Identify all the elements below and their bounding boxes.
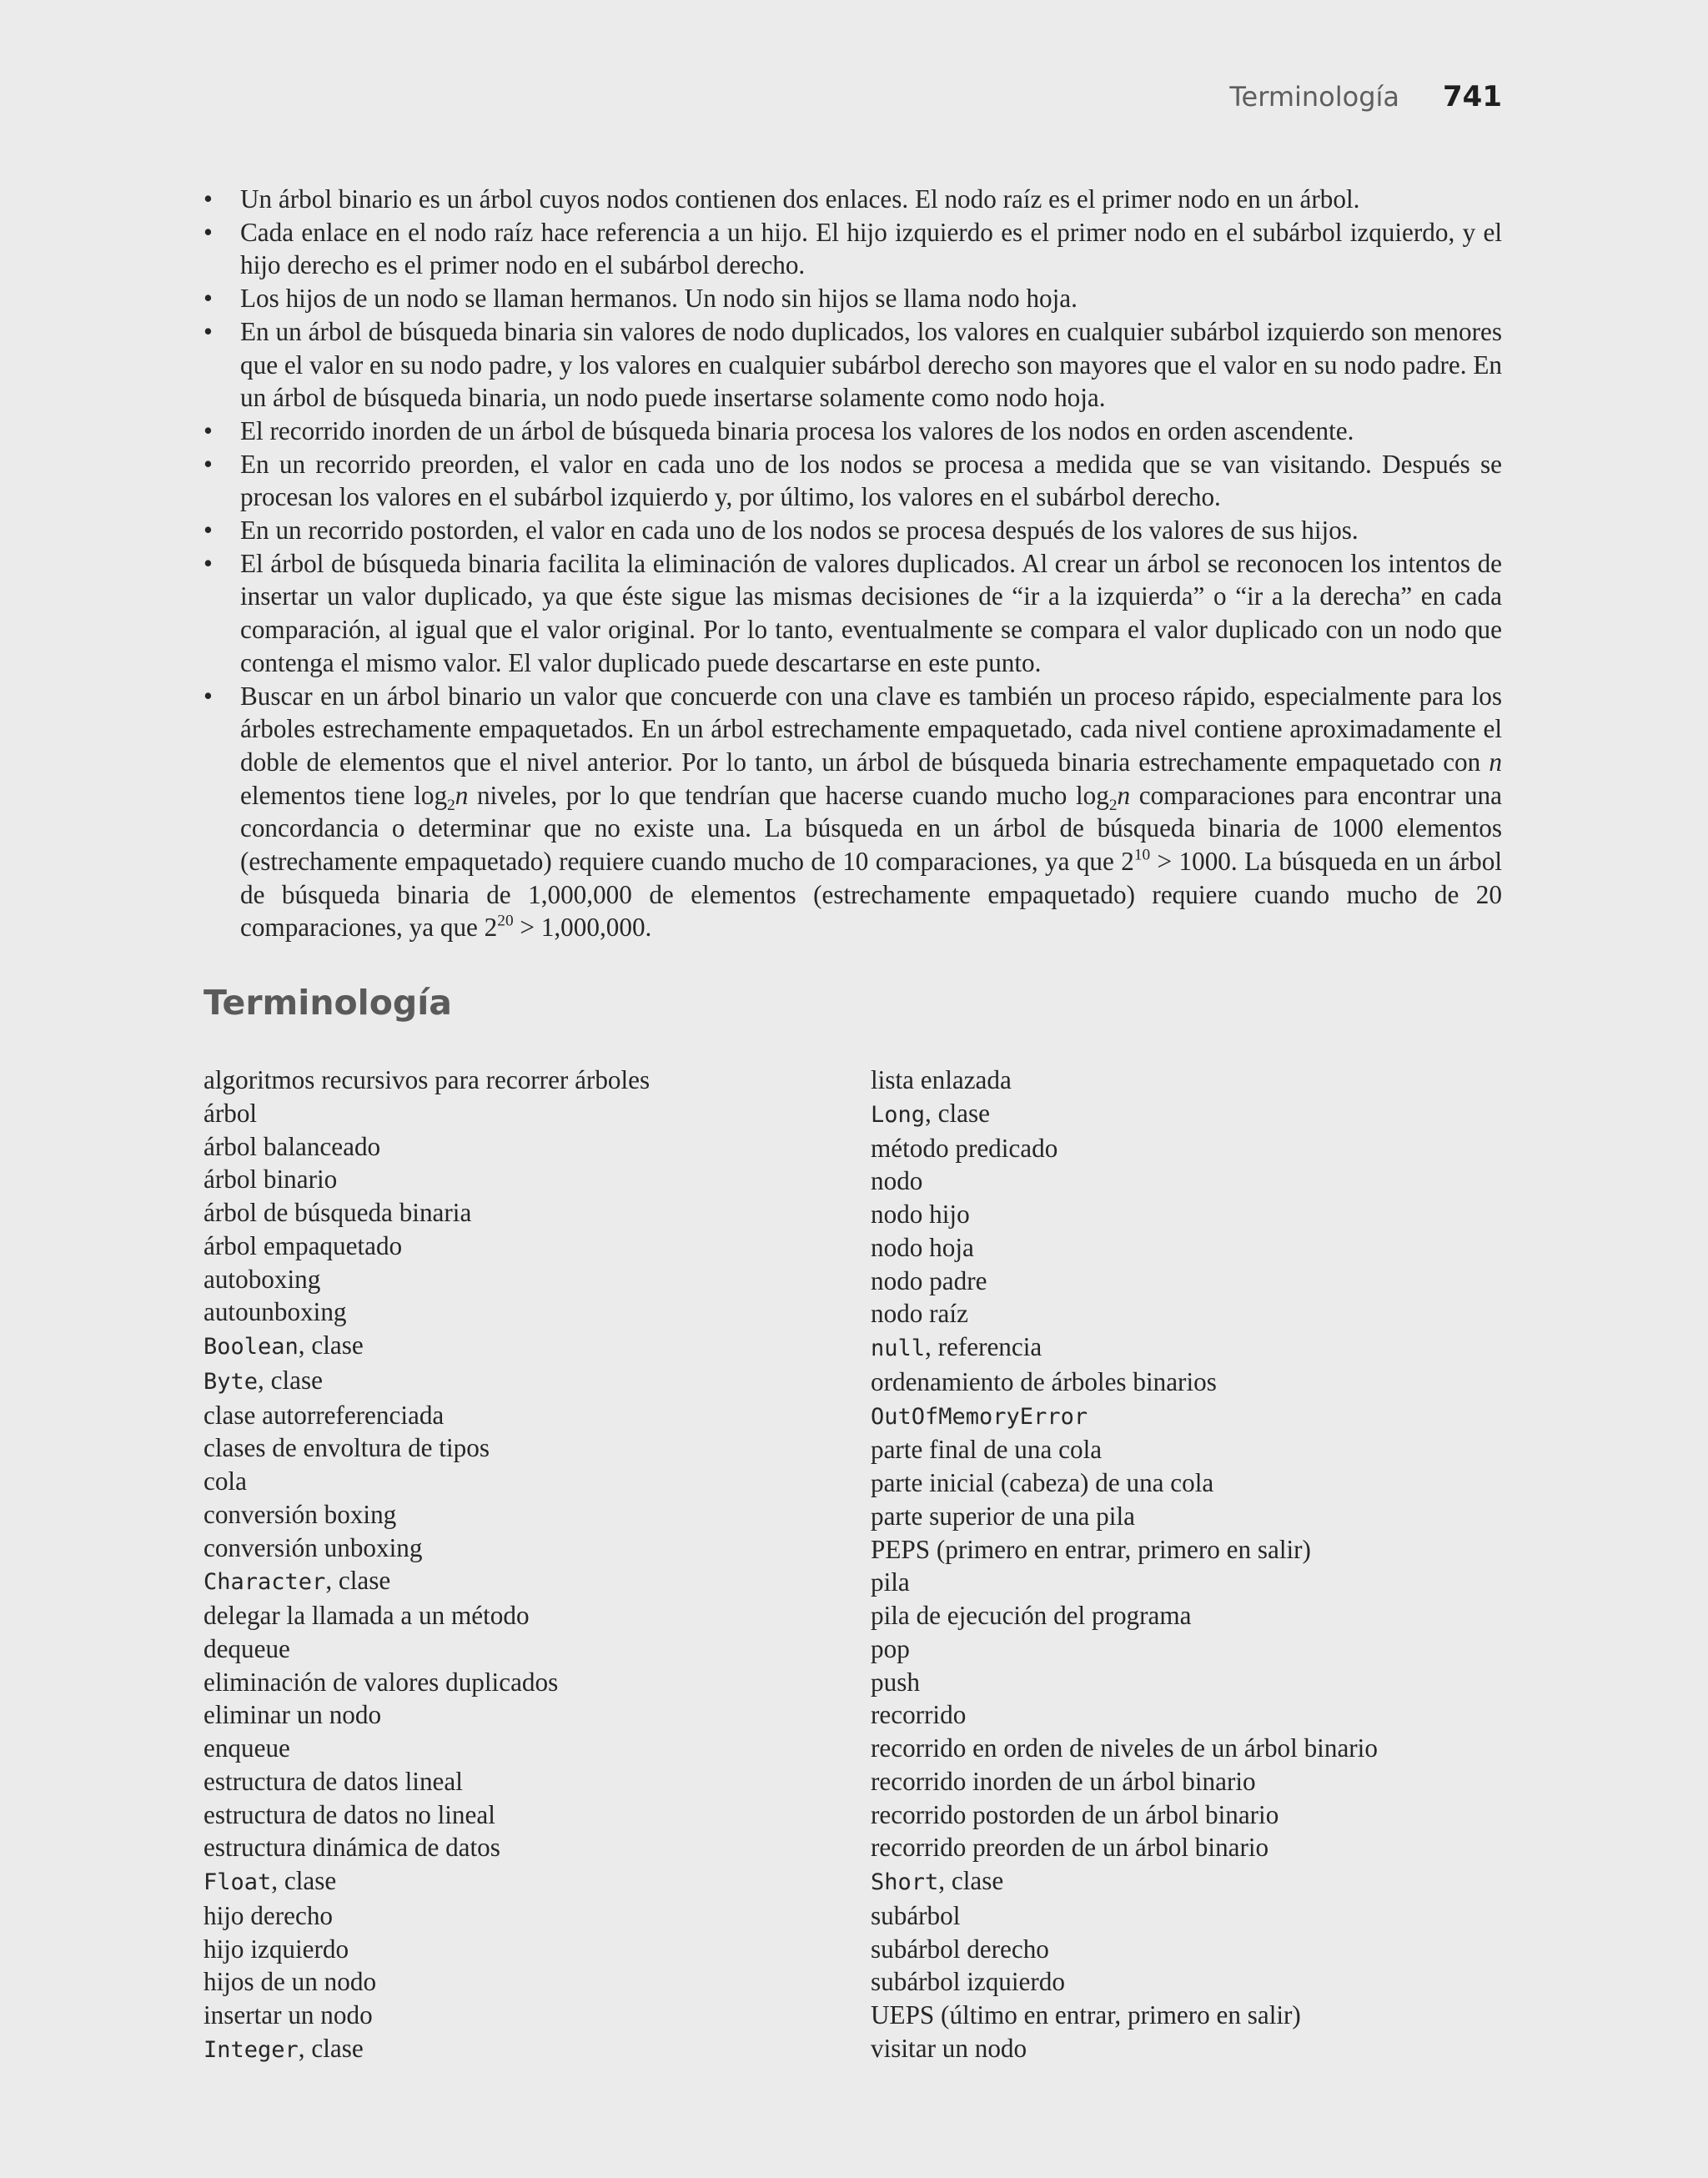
text-run: PEPS (primero en entrar, primero en salir)	[871, 1534, 1311, 1564]
text-run: , clase	[325, 1566, 391, 1596]
text-run: pila	[871, 1567, 910, 1597]
terminology-item	[871, 1732, 1505, 1765]
text-run: recorrido en orden de niveles de un árbol binario	[871, 1733, 1378, 1763]
summary-bullet	[203, 448, 1502, 514]
text-run: delegar la llamada a un método	[203, 1601, 530, 1630]
text-run: > 1,000,000.	[513, 913, 652, 943]
terminology-item	[203, 1666, 821, 1699]
terminology-item	[871, 1265, 1505, 1298]
terminology-item	[871, 1231, 1505, 1265]
page-header	[1229, 80, 1502, 113]
code-term: Integer	[203, 2036, 299, 2063]
terminology-item	[203, 1564, 821, 1599]
text-run: estructura de datos lineal	[203, 1766, 463, 1796]
text-run: estructura dinámica de datos	[203, 1833, 500, 1863]
text-run: En un árbol de búsqueda binaria sin valores de nodo duplicados, los valores en cualquier subárbol izquierdo son menores que el valor en su nodo padre, y los valores en cualquier subárbol derecho son mayores que el valor en su nodo padre. En un árbol de búsqueda binaria, un nodo puede insertarse solamente como nodo hoja.	[240, 316, 1502, 413]
text-run: autoboxing	[203, 1264, 321, 1294]
terminology-item	[871, 1433, 1505, 1466]
text-run: Un árbol binario es un árbol cuyos nodos contienen dos enlaces. El nodo raíz es el primer nodo en un árbol.	[240, 184, 1360, 214]
terminology-item	[871, 1765, 1505, 1798]
terminology-item	[203, 1999, 821, 2032]
code-term: Character	[203, 1569, 326, 1596]
terminology-item	[871, 1899, 1505, 1933]
subscript: 2	[447, 796, 455, 814]
terminology-item	[871, 1164, 1505, 1198]
terminology-list-right	[871, 1064, 1505, 2065]
text-run: En un recorrido postorden, el valor en cada uno de los nodos se procesa después de los valores de sus hijos.	[240, 516, 1359, 546]
text-run: árbol de búsqueda binaria	[203, 1198, 472, 1227]
terminology-item	[203, 1097, 821, 1130]
text-run: enqueue	[203, 1733, 290, 1763]
text-run: insertar un nodo	[203, 2000, 373, 2030]
terminology-item	[871, 1466, 1505, 1500]
code-term: Float	[203, 1869, 272, 1895]
terminology-item	[203, 1599, 821, 1632]
code-term: Byte	[203, 1368, 259, 1395]
text-run: > 1000. La búsqueda en un árbol de búsqueda binaria de 1,000,000 de elementos (estrechamente empaquetado) requiere cuando mucho de 20 comparaciones, ya que 2	[240, 847, 1502, 943]
text-run: método predicado	[871, 1133, 1058, 1163]
summary-bullet-list	[203, 183, 1502, 944]
text-run: hijo izquierdo	[203, 1934, 349, 1964]
terminology-item	[203, 1263, 821, 1296]
terminology-item	[203, 1064, 821, 1097]
summary-bullet	[203, 680, 1502, 945]
terminology-item	[871, 1831, 1505, 1864]
text-run: recorrido inorden de un árbol binario	[871, 1766, 1256, 1796]
text-run: árbol balanceado	[203, 1131, 381, 1161]
terminology-item	[203, 1933, 821, 1966]
text-run: , clase	[298, 2033, 364, 2063]
terminology-item	[871, 1533, 1505, 1567]
terminology-heading: Terminología	[203, 983, 452, 1023]
code-term: Boolean	[203, 1334, 299, 1360]
terminology-item	[871, 1666, 1505, 1699]
text-run: recorrido	[871, 1700, 967, 1730]
text-run: Cada enlace en el nodo raíz hace referencia a un hijo. El hijo izquierdo es el primer nodo en el subárbol izquierdo, y el hijo derecho es el primer nodo en el subárbol derecho.	[240, 217, 1502, 280]
terminology-item	[871, 1632, 1505, 1666]
text-run: En un recorrido preorden, el valor en cada uno de los nodos se procesa a medida que se van visitando. Después se procesan los valores en el subárbol izquierdo y, por último, los valores en el subárbol derecho.	[240, 449, 1502, 512]
terminology-item	[203, 1698, 821, 1732]
terminology-item	[203, 1295, 821, 1329]
text-run: subárbol izquierdo	[871, 1967, 1065, 1997]
text-run: clase autorreferenciada	[203, 1400, 445, 1430]
terminology-item	[203, 1431, 821, 1465]
text-run: , clase	[938, 1866, 1004, 1895]
terminology-item	[871, 1198, 1505, 1231]
text-run: autounboxing	[203, 1297, 347, 1327]
text-run: niveles, por lo que tendrían que hacerse cuando mucho log	[468, 780, 1109, 810]
summary-bullet	[203, 547, 1502, 680]
text-run: Buscar en un árbol binario un valor que concuerde con una clave es también un proceso rápido, especialmente para los árboles estrechamente empaquetados. En un árbol estrechamente empaquetado, cada nivel contiene aproximadamente el doble de elementos que el nivel anterior. Por lo tanto, un árbol de búsqueda binaria estrechamente empaquetado con	[240, 681, 1502, 777]
text-run: nodo raíz	[871, 1299, 968, 1329]
text-run: parte final de una cola	[871, 1435, 1103, 1465]
text-run: parte inicial (cabeza) de una cola	[871, 1468, 1214, 1497]
subscript: 2	[1108, 796, 1118, 814]
text-run: UEPS (último en entrar, primero en salir)	[871, 2000, 1301, 2030]
text-run: recorrido postorden de un árbol binario	[871, 1799, 1279, 1829]
terminology-item	[871, 1698, 1505, 1732]
summary-bullet	[203, 282, 1502, 315]
text-run: recorrido preorden de un árbol binario	[871, 1833, 1269, 1863]
terminology-item	[203, 1364, 821, 1399]
terminology-item	[203, 1230, 821, 1263]
text-run: pop	[871, 1633, 910, 1663]
text-run: nodo hoja	[871, 1232, 974, 1262]
text-run: árbol	[203, 1098, 258, 1128]
terminology-item	[871, 1965, 1505, 1999]
terminology-item	[871, 1064, 1505, 1097]
text-run: conversión boxing	[203, 1499, 397, 1529]
text-run: Los hijos de un nodo se llaman hermanos. Un nodo sin hijos se llama nodo hoja.	[240, 284, 1078, 314]
text-run: , clase	[258, 1365, 323, 1395]
text-run: clases de envoltura de tipos	[203, 1433, 490, 1463]
summary-bullet	[203, 315, 1502, 415]
terminology-item	[871, 1566, 1505, 1599]
terminology-item	[871, 1599, 1505, 1632]
summary-bullet	[203, 216, 1502, 282]
terminology-item	[203, 1864, 821, 1899]
terminology-list-left	[203, 1064, 821, 2067]
terminology-item	[203, 1899, 821, 1933]
terminology-item	[203, 1130, 821, 1164]
terminology-item	[203, 2032, 821, 2067]
terminology-item	[203, 1765, 821, 1798]
text-run: subárbol derecho	[871, 1934, 1049, 1964]
terminology-item	[203, 1965, 821, 1999]
text-run: árbol empaquetado	[203, 1230, 403, 1260]
terminology-item	[203, 1532, 821, 1565]
terminology-item	[871, 1933, 1505, 1966]
text-run: eliminar un nodo	[203, 1700, 382, 1730]
text-run: árbol binario	[203, 1164, 338, 1195]
code-term: null	[871, 1335, 926, 1361]
text-run: nodo padre	[871, 1265, 987, 1295]
text-run: eliminación de valores duplicados	[203, 1667, 559, 1697]
text-run: estructura de datos no lineal	[203, 1799, 495, 1829]
terminology-item	[871, 1297, 1505, 1330]
text-run: algoritmos recursivos para recorrer árboles	[203, 1065, 651, 1094]
terminology-item	[871, 1097, 1505, 1132]
terminology-item	[203, 1465, 821, 1498]
text-run: subárbol	[871, 1900, 961, 1930]
text-run: nodo	[871, 1166, 923, 1196]
text-run: dequeue	[203, 1633, 290, 1663]
running-title: Terminología	[1229, 81, 1400, 113]
text-run: El recorrido inorden de un árbol de búsqueda binaria procesa los valores de los nodos en orden ascendente.	[240, 415, 1354, 445]
text-run: lista enlazada	[871, 1065, 1012, 1094]
page-number: 741	[1443, 80, 1502, 113]
terminology-item	[871, 1132, 1505, 1165]
terminology-item	[203, 1399, 821, 1432]
math-variable: n	[1117, 780, 1131, 810]
summary-bullet	[203, 183, 1502, 216]
terminology-item	[203, 1329, 821, 1364]
terminology-item	[203, 1798, 821, 1832]
text-run: , clase	[298, 1330, 364, 1360]
math-variable: n	[455, 780, 469, 810]
summary-bullet	[203, 514, 1502, 547]
text-run: conversión unboxing	[203, 1532, 423, 1562]
text-run: parte superior de una pila	[871, 1501, 1135, 1531]
text-run: pila de ejecución del programa	[871, 1601, 1192, 1630]
text-run: elementos tiene log	[240, 780, 448, 810]
code-term: OutOfMemoryError	[871, 1403, 1088, 1430]
superscript: 10	[1133, 846, 1151, 864]
text-run: push	[871, 1667, 920, 1697]
terminology-item	[203, 1632, 821, 1666]
terminology-item	[871, 1864, 1505, 1899]
terminology-item	[203, 1163, 821, 1196]
text-run: , clase	[925, 1098, 990, 1128]
terminology-item	[871, 1366, 1505, 1399]
terminology-item	[203, 1196, 821, 1230]
text-run: comparaciones para encontrar una concordancia o determinar que no existe una. La búsqueda en un árbol de búsqueda binaria de 1000 elementos (estrechamente empaquetado) requiere cuando mucho de 10 comparaciones, ya que 2	[240, 780, 1502, 877]
terminology-item	[871, 1500, 1505, 1533]
summary-bullet	[203, 415, 1502, 448]
text-run: hijo derecho	[203, 1900, 334, 1930]
terminology-item	[871, 2032, 1505, 2065]
terminology-item	[203, 1498, 821, 1532]
terminology-item	[871, 1330, 1505, 1366]
terminology-item	[871, 1798, 1505, 1832]
terminology-item	[871, 1399, 1505, 1434]
math-variable: n	[1489, 747, 1502, 777]
text-run: cola	[203, 1466, 247, 1496]
code-term: Short	[871, 1869, 939, 1895]
text-run: ordenamiento de árboles binarios	[871, 1366, 1217, 1396]
text-run: , clase	[271, 1866, 337, 1895]
superscript: 20	[497, 912, 514, 930]
text-run: visitar un nodo	[871, 2033, 1027, 2063]
terminology-item	[871, 1999, 1505, 2032]
text-run: El árbol de búsqueda binaria facilita la eliminación de valores duplicados. Al crear un árbol se reconocen los intentos de insertar un valor duplicado, ya que éste sigue las mismas decisiones de “ir a la izquierda” o “ir a la derecha” en cada comparación, al igual que el valor original. Por lo tanto, eventualmente se compara el valor duplicado con un nodo que contenga el mismo valor. El valor duplicado puede descartarse en este punto.	[240, 548, 1502, 677]
text-run: hijos de un nodo	[203, 1967, 377, 1997]
code-term: Long	[871, 1101, 926, 1128]
text-run: , referencia	[925, 1332, 1042, 1361]
text-run: nodo hijo	[871, 1200, 970, 1229]
terminology-item	[203, 1831, 821, 1864]
terminology-item	[203, 1732, 821, 1765]
